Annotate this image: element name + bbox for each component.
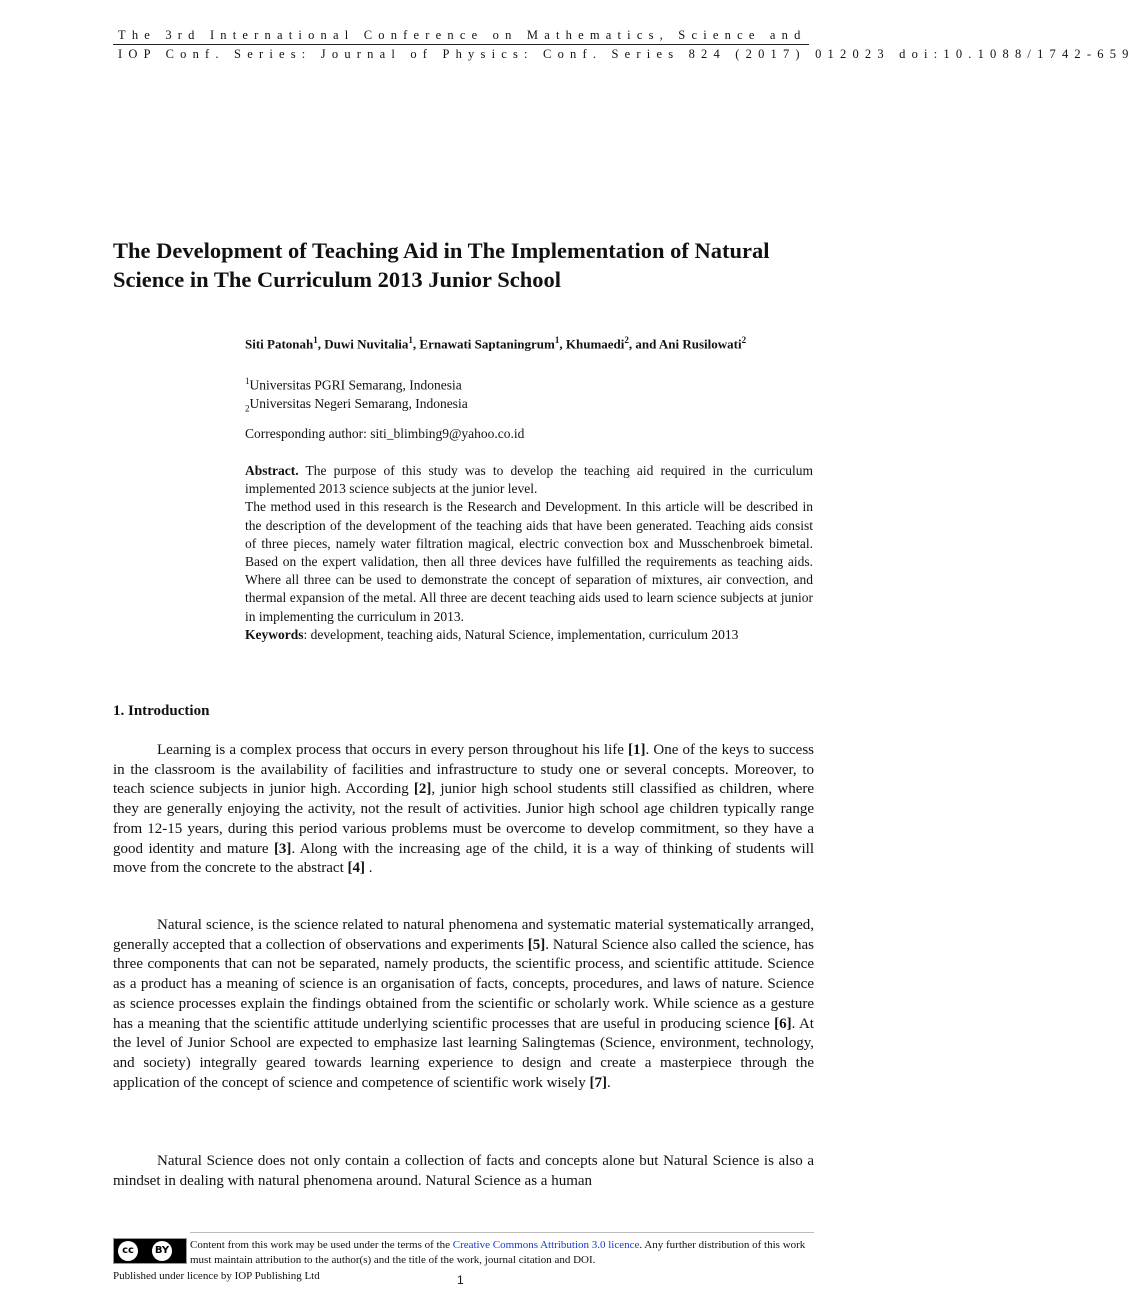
author-affiliation-mark: 2 bbox=[624, 335, 629, 345]
intro-paragraph-3: Natural Science does not only contain a collection of facts and concepts alone but Natural Science is also a mindset in dealing with natural phenomena around. Natural Science as a human bbox=[113, 1153, 814, 1189]
running-header-journal: IOP Conf. Series: Journal of Physics: Conf. Series 824 (2017) 012023 doi:10.1088/1742-659 bbox=[118, 47, 1135, 61]
intro-paragraph-2: Natural science, is the science related to natural phenomena and systematic material systematically arranged, generally accepted that a collection of observations and experiments [5]. Natural Science also called the science, has three components that can not be separated, namely products, the scientific process, and scientific attitude. Science as a product has a meaning of science is an organisation of facts, concepts, procedures, and laws of nature. Science as science processes explain the findings obtained from the scientific or scholarly work. While science as a gesture has a meaning that the scientific attitude underlying scientific processes that are useful in producing science [6]. At the level of Junior School are expected to emphasize last learning Salingtemas (Science, environment, technology, and society) integrally geared towards learning experience to design and create a masterpiece through the application of the concept of science and competence of scientific work wisely [7]. bbox=[113, 917, 814, 1091]
corresponding-author: Corresponding author: siti_blimbing9@yahoo.co.id bbox=[245, 426, 525, 441]
citation-ref: [2] bbox=[413, 781, 432, 798]
cc-icon: cc bbox=[118, 1241, 138, 1261]
citation-ref: [6] bbox=[774, 1015, 792, 1032]
citation-ref: [5] bbox=[527, 936, 546, 953]
affiliation-2: $_2$Universitas Negeri Semarang, Indonesia bbox=[245, 395, 468, 414]
citation-ref: [3] bbox=[273, 840, 292, 857]
publisher-line: Published under licence by IOP Publishing Ltd bbox=[113, 1270, 320, 1282]
citation-ref: [7] bbox=[589, 1074, 607, 1091]
page-number: 1 bbox=[457, 1273, 464, 1287]
keywords-text: : development, teaching aids, Natural Science, implementation, curriculum 2013 bbox=[303, 626, 739, 642]
author-affiliation-mark: 2 bbox=[741, 335, 747, 345]
author-affiliation-mark: 1 bbox=[313, 335, 318, 345]
affiliations bbox=[245, 372, 813, 417]
abstract bbox=[245, 462, 813, 644]
by-icon: BY bbox=[152, 1241, 172, 1261]
author-name: Ernawati Saptaningrum bbox=[419, 336, 555, 352]
abstract-label: Abstract. bbox=[245, 463, 299, 478]
section-heading-introduction: 1. Introduction bbox=[113, 703, 210, 719]
cc-by-license-icon bbox=[113, 1238, 187, 1264]
citation-ref: [1] bbox=[628, 742, 646, 758]
keywords-label: Keywords bbox=[245, 626, 304, 642]
abstract-text-1: The purpose of this study was to develop the teaching aid required in the curriculum implemented 2013 science subjects at the junior level. bbox=[245, 463, 813, 497]
intro-paragraph-1: Learning is a complex process that occurs in every person throughout his life [1]. One of the keys to success in the classroom is the availability of facilities and infrastructure to study one or several concepts. Moreover, to teach science subjects in junior high. According [2], junior high school students still classified as children, where they are generally enjoying the activity, not the result of activities. Junior high school age children typically range from 12-15 years, during this period various problems must be overcome to develop commitment, so they have a good identity and mature [3]. Along with the increasing age of the child, it is a way of thinking of students will move from the concrete to the abstract [4] . bbox=[113, 742, 815, 877]
author-name: Khumaedi bbox=[565, 336, 625, 352]
abstract-text-2: The method used in this research is the Research and Development. In this article will be described in the description of the development of the teaching aids that have been generated. Teaching aids consist of three pieces, namely water filtration magical, electric convection box and Musschenbroek bimetal. Based on the expert validation, then all three devices have fulfilled the requirements as teaching aids. Where all three can be used to demonstrate the concept of separation of mixtures, air convection, and thermal expansion of the metal. All three are decent teaching aids used to learn science subjects at junior in implementing the curriculum in 2013. bbox=[245, 499, 813, 624]
header-rule bbox=[113, 44, 809, 45]
license-link[interactable]: Creative Commons Attribution 3.0 licence bbox=[452, 1239, 640, 1251]
running-header-conference: The 3rd International Conference on Mathematics, Science and bbox=[118, 28, 807, 42]
author-affiliation-mark: 1 bbox=[554, 335, 560, 345]
author-list: Siti Patonah$^1$, Duwi Nuvitalia$^1$, Ernawati Saptaningrum$^1$, Khumaedi$^2$, and Ani Rusilowati$^2$ bbox=[245, 335, 747, 352]
license-notice: Content from this work may be used under the terms of the Creative Commons Attribution 3.0 licence. Any further distribution of this work must maintain attribution to the author(s) and the title of the work, journal citation and DOI. bbox=[190, 1239, 806, 1266]
author-name: Siti Patonah bbox=[245, 336, 314, 352]
paper-title: The Development of Teaching Aid in The Implementation of Natural Science in The Curriculum 2013 Junior School bbox=[113, 238, 770, 292]
author-affiliation-mark: 1 bbox=[408, 335, 413, 345]
citation-ref: [4] bbox=[347, 860, 365, 877]
author-name: Duwi Nuvitalia bbox=[324, 336, 409, 352]
author-name: Ani Rusilowati bbox=[658, 336, 742, 352]
affiliation-1: $^1$Universitas PGRI Semarang, Indonesia bbox=[245, 376, 462, 393]
footer-rule bbox=[190, 1232, 814, 1233]
